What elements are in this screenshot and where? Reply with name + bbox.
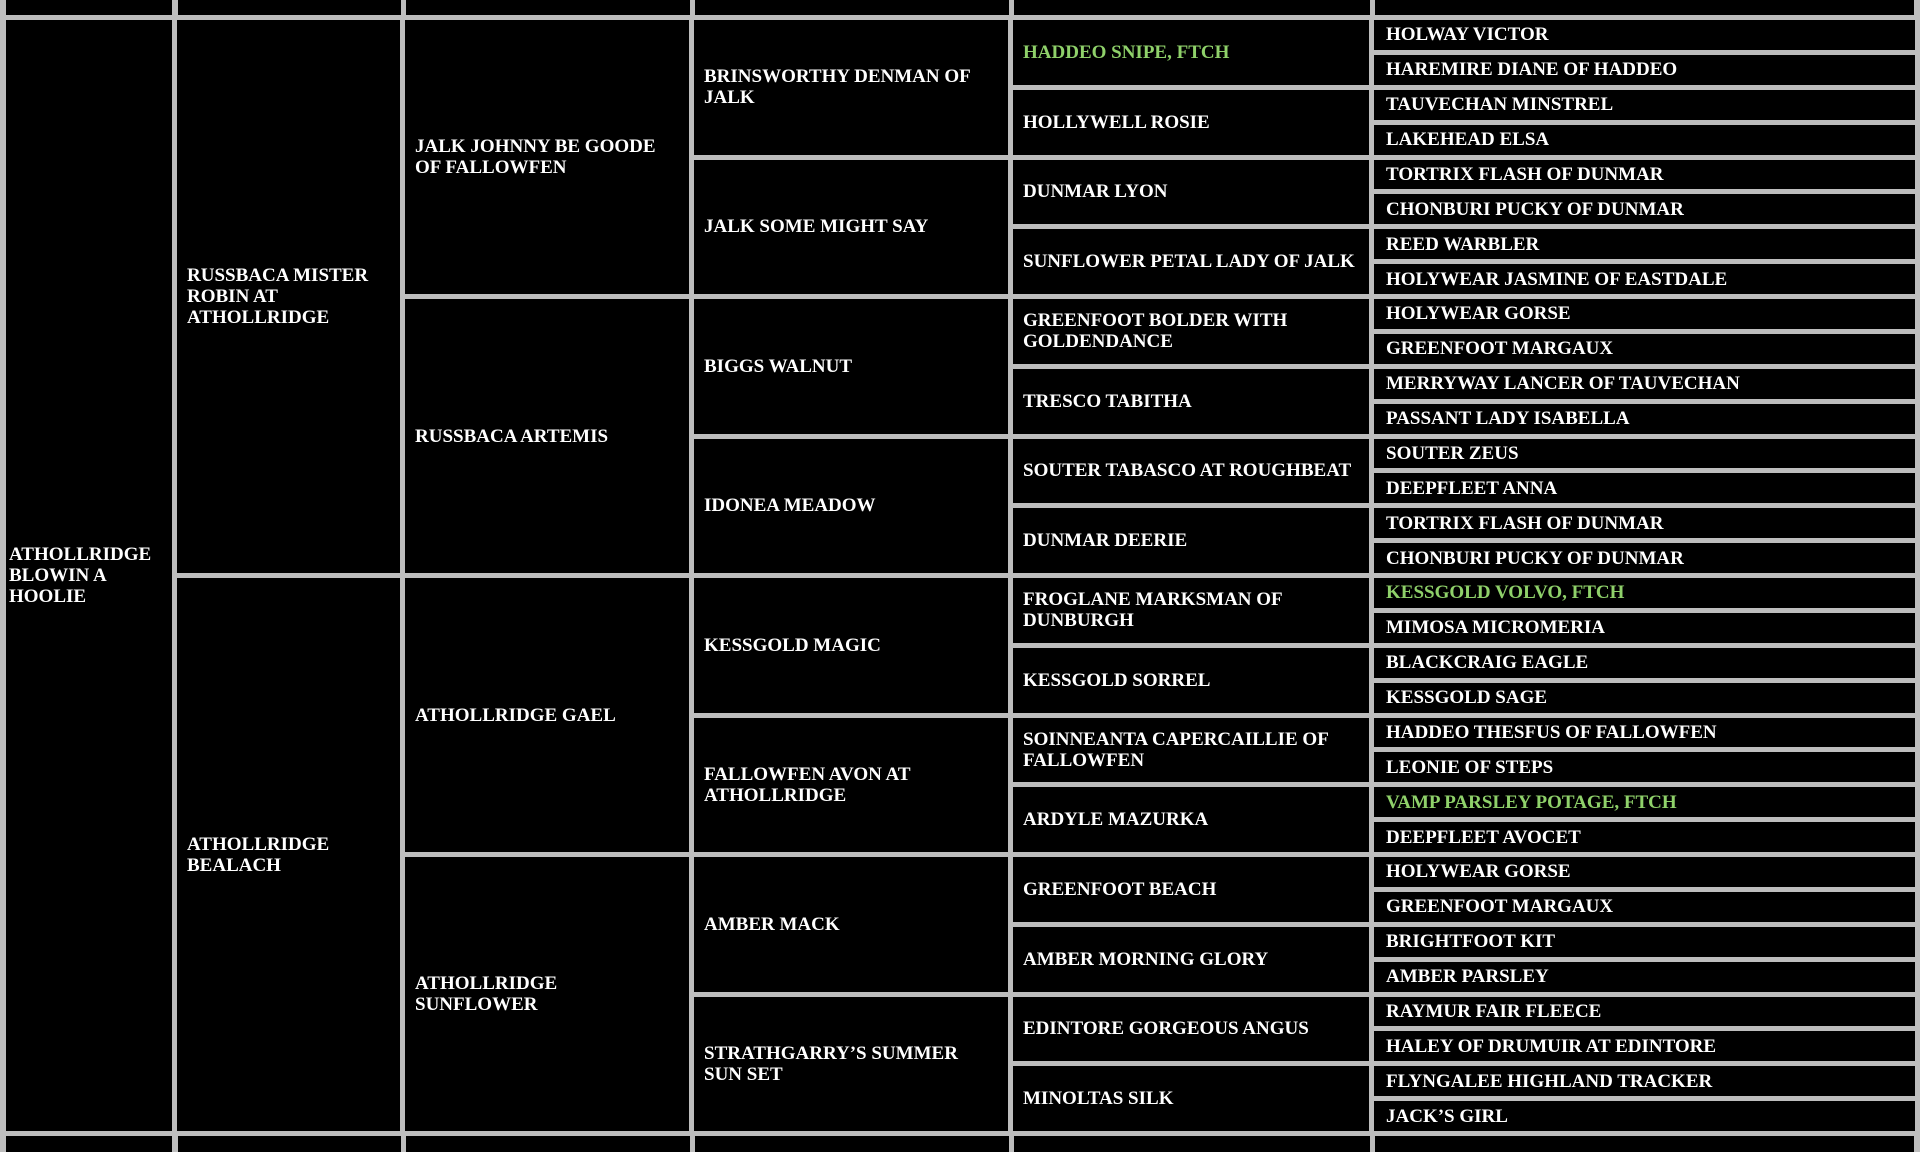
ancestor-gen5[interactable]: SUNFLOWER PETAL LADY OF JALK xyxy=(1013,229,1369,294)
ancestor-gen6[interactable]: VAMP PARSLEY POTAGE, FTCH xyxy=(1374,787,1915,817)
ancestor-gen5[interactable]: KESSGOLD SORREL xyxy=(1013,648,1369,713)
ancestor-gen6[interactable]: HADDEO THESFUS OF FALLOWFEN xyxy=(1374,718,1915,748)
ancestor-gen5[interactable]: SOINNEANTA CAPERCAILLIE OF FALLOWFEN xyxy=(1013,718,1369,783)
ancestor-gen6[interactable]: CHONBURI PUCKY OF DUNMAR xyxy=(1374,194,1915,224)
ancestor-gen6[interactable]: TAUVECHAN MINSTREL xyxy=(1374,90,1915,120)
strip-cell xyxy=(406,0,690,15)
ancestor-gen6[interactable]: DEEPFLEET ANNA xyxy=(1374,473,1915,503)
ancestor-gen6[interactable]: TORTRIX FLASH OF DUNMAR xyxy=(1374,508,1915,538)
ancestor-gen4[interactable]: BIGGS WALNUT xyxy=(694,299,1008,434)
ancestor-gen6[interactable]: BRIGHTFOOT KIT xyxy=(1374,927,1915,957)
ancestor-gen6[interactable]: LEONIE OF STEPS xyxy=(1374,752,1915,782)
ancestor-gen2[interactable]: ATHOLLRIDGE BEALACH xyxy=(177,578,400,1131)
ancestor-gen6[interactable]: MERRYWAY LANCER OF TAUVECHAN xyxy=(1374,369,1915,399)
ancestor-gen5[interactable]: DUNMAR DEERIE xyxy=(1013,508,1369,573)
ancestor-gen6[interactable]: FLYNGALEE HIGHLAND TRACKER xyxy=(1374,1066,1915,1096)
ancestor-gen6[interactable]: CHONBURI PUCKY OF DUNMAR xyxy=(1374,543,1915,573)
ancestor-gen5[interactable]: AMBER MORNING GLORY xyxy=(1013,927,1369,992)
ancestor-gen5[interactable]: HOLLYWELL ROSIE xyxy=(1013,90,1369,155)
strip-cell xyxy=(6,1136,172,1152)
ancestor-gen4[interactable]: JALK SOME MIGHT SAY xyxy=(694,160,1008,295)
ancestor-gen4[interactable]: KESSGOLD MAGIC xyxy=(694,578,1008,713)
ancestor-gen3[interactable]: ATHOLLRIDGE GAEL xyxy=(405,578,689,852)
strip-cell xyxy=(1014,0,1370,15)
strip-cell xyxy=(6,0,172,15)
ancestor-gen6[interactable]: MIMOSA MICROMERIA xyxy=(1374,613,1915,643)
ancestor-gen6[interactable]: HOLYWEAR GORSE xyxy=(1374,299,1915,329)
ancestor-gen5[interactable]: MINOLTAS SILK xyxy=(1013,1066,1369,1131)
strip-cell xyxy=(178,1136,401,1152)
strip-cell xyxy=(406,1136,690,1152)
pedigree-row xyxy=(6,578,1915,608)
strip-cell xyxy=(1014,1136,1370,1152)
strip-cell xyxy=(1375,0,1914,15)
ancestor-gen5[interactable]: DUNMAR LYON xyxy=(1013,160,1369,225)
ancestor-gen6[interactable]: LAKEHEAD ELSA xyxy=(1374,125,1915,155)
ancestor-gen6[interactable]: KESSGOLD SAGE xyxy=(1374,683,1915,713)
ancestor-gen6[interactable]: AMBER PARSLEY xyxy=(1374,962,1915,992)
ancestor-gen1[interactable]: ATHOLLRIDGE BLOWIN A HOOLIE xyxy=(6,20,172,1131)
ancestor-gen5[interactable]: SOUTER TABASCO AT ROUGHBEAT xyxy=(1013,439,1369,504)
ancestor-gen4[interactable]: IDONEA MEADOW xyxy=(694,439,1008,574)
ancestor-gen3[interactable]: JALK JOHNNY BE GOODE OF FALLOWFEN xyxy=(405,20,689,294)
ancestor-gen6[interactable]: SOUTER ZEUS xyxy=(1374,439,1915,469)
ancestor-gen6[interactable]: GREENFOOT MARGAUX xyxy=(1374,892,1915,922)
pedigree-table xyxy=(1,15,1920,1136)
ancestor-gen3[interactable]: ATHOLLRIDGE SUNFLOWER xyxy=(405,857,689,1131)
ancestor-gen6[interactable]: RAYMUR FAIR FLEECE xyxy=(1374,997,1915,1027)
ancestor-gen2[interactable]: RUSSBACA MISTER ROBIN AT ATHOLLRIDGE xyxy=(177,20,400,573)
ancestor-gen6[interactable]: JACK’S GIRL xyxy=(1374,1101,1915,1131)
strip-cell xyxy=(695,0,1009,15)
ancestor-gen5[interactable]: EDINTORE GORGEOUS ANGUS xyxy=(1013,997,1369,1062)
ancestor-gen5[interactable]: ARDYLE MAZURKA xyxy=(1013,787,1369,852)
ancestor-gen6[interactable]: DEEPFLEET AVOCET xyxy=(1374,822,1915,852)
ancestor-gen5[interactable]: TRESCO TABITHA xyxy=(1013,369,1369,434)
ancestor-gen4[interactable]: AMBER MACK xyxy=(694,857,1008,992)
ancestor-gen6[interactable]: HALEY OF DRUMUIR AT EDINTORE xyxy=(1374,1031,1915,1061)
ancestor-gen6[interactable]: GREENFOOT MARGAUX xyxy=(1374,334,1915,364)
ancestor-gen4[interactable]: BRINSWORTHY DENMAN OF JALK xyxy=(694,20,1008,155)
ancestor-gen6[interactable]: HOLWAY VICTOR xyxy=(1374,20,1915,50)
ancestor-gen6[interactable]: KESSGOLD VOLVO, FTCH xyxy=(1374,578,1915,608)
ancestor-gen6[interactable]: REED WARBLER xyxy=(1374,229,1915,259)
ancestor-gen6[interactable]: TORTRIX FLASH OF DUNMAR xyxy=(1374,160,1915,190)
ancestor-gen5[interactable]: GREENFOOT BOLDER WITH GOLDENDANCE xyxy=(1013,299,1369,364)
ancestor-gen6[interactable]: PASSANT LADY ISABELLA xyxy=(1374,404,1915,434)
strip-cell xyxy=(178,0,401,15)
strip-cell xyxy=(695,1136,1009,1152)
strip-cell xyxy=(1375,1136,1914,1152)
pedigree-row xyxy=(6,20,1915,50)
next-row-strip xyxy=(0,1136,1920,1152)
ancestor-gen4[interactable]: FALLOWFEN AVON AT ATHOLLRIDGE xyxy=(694,718,1008,853)
previous-row-strip xyxy=(0,0,1920,16)
ancestor-gen6[interactable]: HOLYWEAR JASMINE OF EASTDALE xyxy=(1374,264,1915,294)
ancestor-gen6[interactable]: BLACKCRAIG EAGLE xyxy=(1374,648,1915,678)
ancestor-gen6[interactable]: HAREMIRE DIANE OF HADDEO xyxy=(1374,55,1915,85)
ancestor-gen5[interactable]: GREENFOOT BEACH xyxy=(1013,857,1369,922)
ancestor-gen4[interactable]: STRATHGARRY’S SUMMER SUN SET xyxy=(694,997,1008,1132)
ancestor-gen5[interactable]: FROGLANE MARKSMAN OF DUNBURGH xyxy=(1013,578,1369,643)
ancestor-gen6[interactable]: HOLYWEAR GORSE xyxy=(1374,857,1915,887)
ancestor-gen3[interactable]: RUSSBACA ARTEMIS xyxy=(405,299,689,573)
ancestor-gen5[interactable]: HADDEO SNIPE, FTCH xyxy=(1013,20,1369,85)
